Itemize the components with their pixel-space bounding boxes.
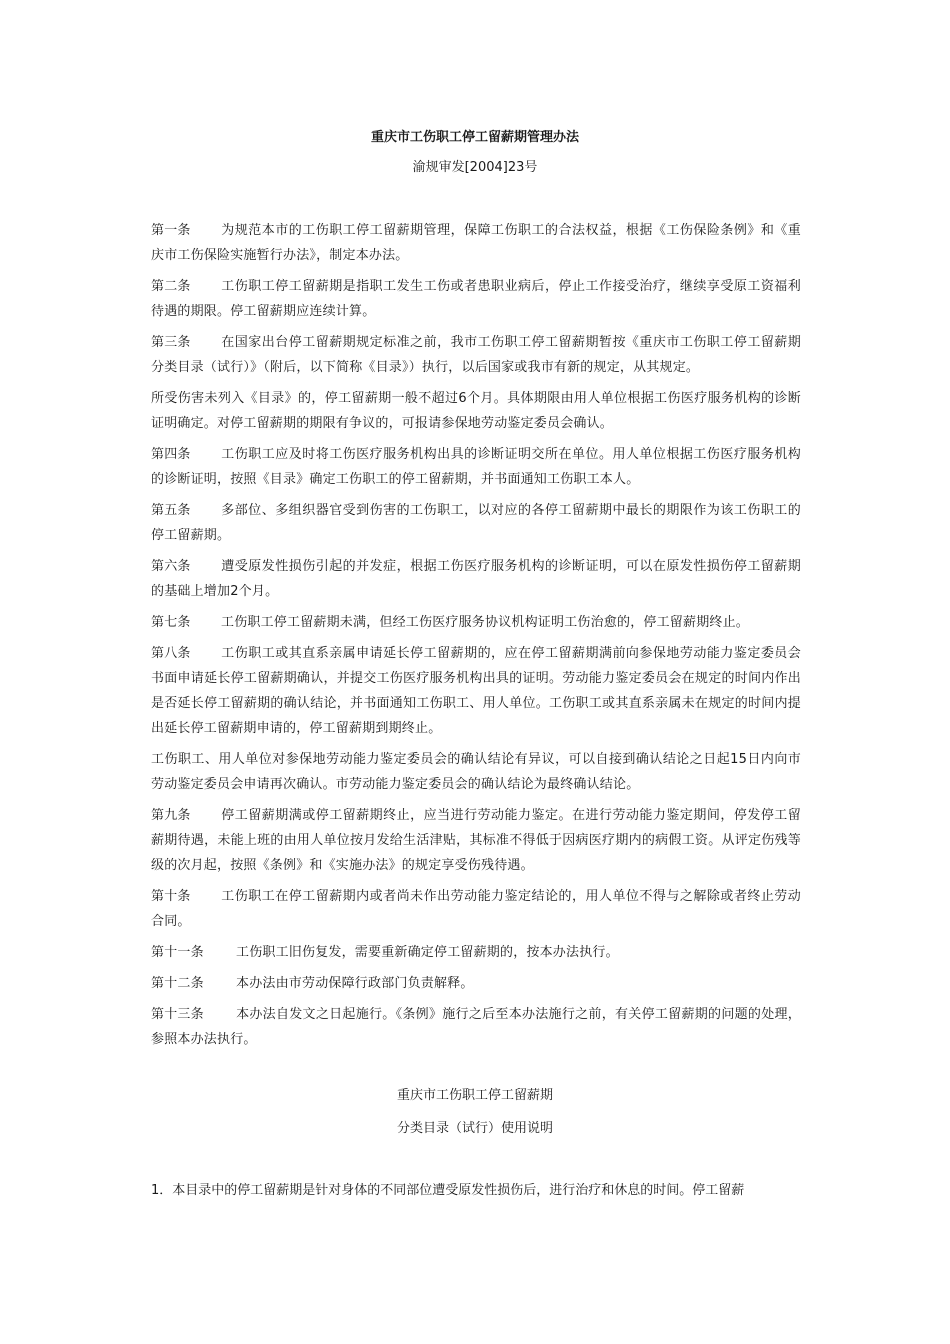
- paragraph-text: 工伤职工旧伤复发，需要重新确定停工留薪期的，按本办法执行。: [236, 945, 619, 960]
- appendix-item-1: 1．本目录中的停工留薪期是针对身体的不同部位遭受原发性损伤后，进行治疗和休息的时间。停工留薪: [151, 1183, 745, 1198]
- article-number: 第七条: [151, 615, 191, 630]
- article-number: 第九条: [151, 808, 191, 823]
- document-body: [151, 218, 801, 1058]
- article-number: 第二条: [151, 279, 191, 294]
- paragraph-text: 工伤职工应及时将工伤医疗服务机构出具的诊断证明交所在单位。用人单位根据工伤医疗服务机构的诊断证明，按照《目录》确定工伤职工的停工留薪期，并书面通知工伤职工本人。: [151, 447, 801, 487]
- paragraph: [151, 498, 801, 548]
- article-number: 第八条: [151, 646, 191, 661]
- paragraph-text: 工伤职工停工留薪期未满，但经工伤医疗服务协议机构证明工伤治愈的，停工留薪期终止。: [221, 615, 750, 630]
- article-number: 第十条: [151, 889, 191, 904]
- paragraph: [151, 274, 801, 324]
- paragraph: [151, 442, 801, 492]
- article-number: 第三条: [151, 335, 191, 350]
- paragraph-text: 工伤职工、用人单位对参保地劳动能力鉴定委员会的确认结论有异议，可以自接到确认结论之日起15日内向市劳动鉴定委员会申请再次确认。市劳动能力鉴定委员会的确认结论为最终确认结论。: [151, 752, 801, 792]
- article-number: 第一条: [151, 223, 191, 238]
- document-number: 渝规审发[2004]23号: [412, 160, 538, 175]
- appendix-title-line1: 重庆市工伤职工停工留薪期: [396, 1088, 553, 1103]
- paragraph: [151, 641, 801, 741]
- paragraph: [151, 884, 801, 934]
- paragraph: [151, 971, 801, 996]
- article-number: 第四条: [151, 447, 191, 462]
- article-number: 第十二条: [151, 976, 204, 991]
- paragraph: [151, 610, 801, 635]
- paragraph: [151, 330, 801, 380]
- document-title: 重庆市工伤职工停工留薪期管理办法: [370, 130, 579, 145]
- paragraph-text: 遭受原发性损伤引起的并发症，根据工伤医疗服务机构的诊断证明，可以在原发性损伤停工留薪期的基础上增加2个月。: [151, 559, 801, 599]
- article-number: 第十一条: [151, 945, 204, 960]
- paragraph: [151, 747, 801, 797]
- paragraph: [151, 554, 801, 604]
- article-number: 第十三条: [151, 1007, 204, 1022]
- appendix-title-line2: 分类目录（试行）使用说明: [396, 1121, 553, 1136]
- paragraph: [151, 940, 801, 965]
- paragraph: [151, 1002, 801, 1052]
- paragraph: [151, 386, 801, 436]
- paragraph-text: 为规范本市的工伤职工停工留薪期管理，保障工伤职工的合法权益，根据《工伤保险条例》和《重庆市工伤保险实施暂行办法》，制定本办法。: [151, 223, 801, 263]
- paragraph-text: 本办法自发文之日起施行。《条例》施行之后至本办法施行之前，有关停工留薪期的问题的处理，参照本办法执行。: [151, 1007, 801, 1047]
- paragraph: [151, 803, 801, 878]
- article-number: 第六条: [151, 559, 191, 574]
- paragraph-text: 工伤职工停工留薪期是指职工发生工伤或者患职业病后，停止工作接受治疗，继续享受原工资福利待遇的期限。停工留薪期应连续计算。: [151, 279, 801, 319]
- paragraph: [151, 218, 801, 268]
- paragraph-text: 停工留薪期满或停工留薪期终止，应当进行劳动能力鉴定。在进行劳动能力鉴定期间，停发停工留薪期待遇，未能上班的由用人单位按月发给生活津贴，其标准不得低于因病医疗期内的病假工资。从评定伤残等级的次月起，按照《条例》和《实施办法》的规定享受伤残待遇。: [151, 808, 801, 873]
- paragraph-text: 工伤职工在停工留薪期内或者尚未作出劳动能力鉴定结论的，用人单位不得与之解除或者终止劳动合同。: [151, 889, 801, 929]
- paragraph-text: 多部位、多组织器官受到伤害的工伤职工，以对应的各停工留薪期中最长的期限作为该工伤职工的停工留薪期。: [151, 503, 801, 543]
- paragraph-text: 本办法由市劳动保障行政部门负责解释。: [236, 976, 474, 991]
- paragraph-text: 工伤职工或其直系亲属申请延长停工留薪期的，应在停工留薪期满前向参保地劳动能力鉴定委员会书面申请延长停工留薪期确认，并提交工伤医疗服务机构出具的证明。劳动能力鉴定委员会在规定的时间内作出是否延长停工留薪期的确认结论，并书面通知工伤职工、用人单位。工伤职工或其直系亲属未在规定的时间内提出延长停工留薪期申请的，停工留薪期到期终止。: [151, 646, 801, 736]
- paragraph-text: 在国家出台停工留薪期规定标准之前，我市工伤职工停工留薪期暂按《重庆市工伤职工停工留薪期分类目录（试行）》（附后，以下简称《目录》）执行，以后国家或我市有新的规定，从其规定。: [151, 335, 801, 375]
- article-number: 第五条: [151, 503, 191, 518]
- paragraph-text: 所受伤害未列入《目录》的，停工留薪期一般不超过6个月。具体期限由用人单位根据工伤医疗服务机构的诊断证明确定。对停工留薪期的期限有争议的，可报请参保地劳动鉴定委员会确认。: [151, 391, 801, 431]
